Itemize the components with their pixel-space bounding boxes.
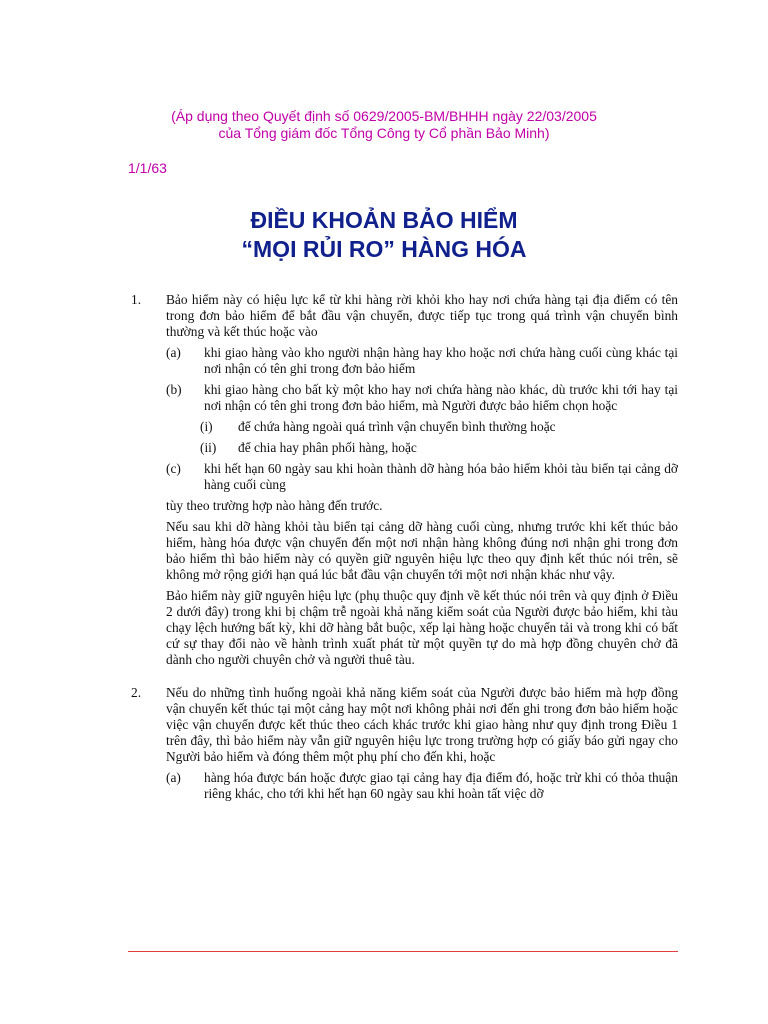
document-code: 1/1/63	[128, 160, 167, 176]
document-title	[0, 206, 768, 264]
clause-1-item-b-ii	[128, 440, 678, 456]
clause-1-item-b	[128, 382, 678, 414]
item-label: (a)	[166, 770, 181, 785]
item-text: hàng hóa được bán hoặc được giao tại cảng hay địa điểm đó, hoặc trừ khi có thỏa thuận riêng khác, cho tới khi hết hạn 60 ngày sau khi hoàn tất việc dỡ	[204, 770, 678, 801]
clause-1-item-b-i	[128, 419, 678, 435]
item-text: khi hết hạn 60 ngày sau khi hoàn thành dỡ hàng hóa bảo hiểm khỏi tàu biển tại cảng dỡ hàng cuối cùng	[204, 461, 678, 492]
clause-2-item-a	[128, 770, 678, 802]
clause-1-paragraph-1: tùy theo trường hợp nào hàng đến trước.	[166, 498, 383, 513]
clause-1-paragraph-3: Bảo hiểm này giữ nguyên hiệu lực (phụ thuộc quy định về kết thúc nói trên và quy định ở Điều 2 dưới đây) trong khi bị chậm trễ ngoài khả năng kiểm soát của Người được bảo hiểm, khi tàu chạy lệch hướng bất kỳ, khi dỡ hàng bắt buộc, xếp lại hàng hoặc chuyển tải và trong khi có bất cứ sự thay đổi nào về hành trình xuất phát từ một quyền tự do mà hợp đồng chuyên chở đã dành cho người chuyên chở và người thuê tàu.	[166, 588, 678, 667]
subitem-text: để chứa hàng ngoài quá trình vận chuyển bình thường hoặc	[238, 419, 556, 434]
title-line-2: “MỌI RỦI RO” HÀNG HÓA	[241, 236, 527, 262]
decision-note	[0, 108, 768, 142]
clause-number: 2.	[131, 685, 142, 700]
clause-text: Bảo hiểm này có hiệu lực kể từ khi hàng rời khỏi kho hay nơi chứa hàng tại địa điểm có tên trong đơn bảo hiểm để bắt đầu vận chuyển, được tiếp tục trong quá trình vận chuyển bình thường và kết thúc hoặc vào	[166, 292, 678, 339]
decision-note-line-1: (Áp dụng theo Quyết định số 0629/2005-BM/BHHH ngày 22/03/2005	[171, 108, 597, 124]
item-text: khi giao hàng cho bất kỳ một kho hay nơi chứa hàng nào khác, dù trước khi tới hay tại nơi nhận có tên ghi trong đơn bảo hiểm, mà Người được bảo hiểm chọn hoặc	[204, 382, 678, 413]
clause-1	[128, 292, 678, 340]
clause-text: Nếu do những tình huống ngoài khả năng kiểm soát của Người được bảo hiểm mà hợp đồng vận chuyển kết thúc tại một cảng hay một nơi không phải nơi đến ghi trong đơn bảo hiểm hoặc việc vận chuyển được kết thúc theo cách khác trước khi giao hàng như quy định trong Điều 1 trên đây, thì bảo hiểm này vẫn giữ nguyên hiệu lực trong trường hợp có giấy báo gửi ngay cho Người bảo hiểm và đóng thêm một phụ phí cho đến khi, hoặc	[166, 685, 678, 764]
title-line-1: ĐIỀU KHOẢN BẢO HIỂM	[250, 207, 518, 233]
clause-2	[128, 685, 678, 765]
item-label: (b)	[166, 382, 182, 397]
clause-number: 1.	[131, 292, 142, 307]
clause-1-paragraph-2: Nếu sau khi dỡ hàng khỏi tàu biển tại cảng dỡ hàng cuối cùng, nhưng trước khi kết thúc bảo hiểm, hàng hóa được vận chuyển đến một nơi nhận hàng không đúng nơi nhận ghi trong đơn bảo hiểm thì bảo hiểm này có quyền giữ nguyên hiệu lực theo quy định kết thúc nói trên, sẽ không mở rộng giới hạn quá lúc bắt đầu vận chuyển tới một nơi nhận khác như vậy.	[166, 519, 678, 582]
decision-note-line-2: của Tổng giám đốc Tổng Công ty Cổ phần Bảo Minh)	[218, 125, 550, 141]
subitem-label: (ii)	[200, 440, 217, 455]
item-label: (c)	[166, 461, 181, 476]
spacer	[128, 673, 678, 685]
clause-1-item-c	[128, 461, 678, 493]
item-label: (a)	[166, 345, 181, 360]
subitem-text: để chia hay phân phối hàng, hoặc	[238, 440, 417, 455]
clause-1-item-a	[128, 345, 678, 377]
subitem-label: (i)	[200, 419, 213, 434]
clause-body	[128, 292, 678, 807]
item-text: khi giao hàng vào kho người nhận hàng hay kho hoặc nơi chứa hàng cuối cùng khác tại nơi nhận có tên ghi trong đơn bảo hiểm	[204, 345, 678, 376]
page-footer-rule	[128, 951, 678, 952]
